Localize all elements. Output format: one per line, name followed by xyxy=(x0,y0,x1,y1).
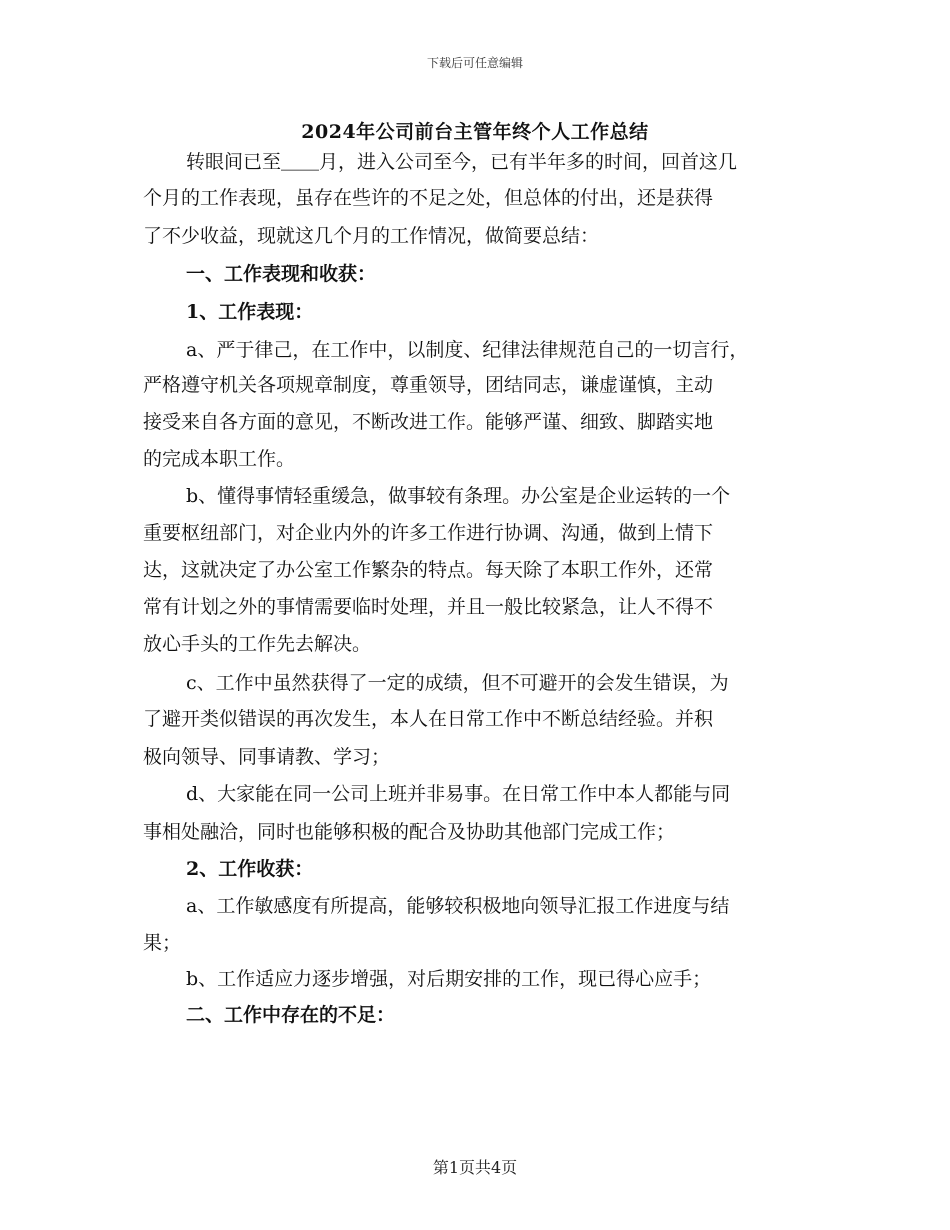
paragraph-line: 重要枢纽部门，对企业内外的许多工作进行协调、沟通，做到上情下 xyxy=(143,522,714,544)
paragraph-line: b、懂得事情轻重缓急，做事较有条理。办公室是企业运转的一个 xyxy=(186,485,731,507)
subsection-heading: 2、工作收获： xyxy=(186,858,314,880)
paragraph-line: 果； xyxy=(143,932,182,954)
paragraph-line: 了不少收益，现就这几个月的工作情况，做简要总结： xyxy=(143,225,600,247)
header-note: 下载后可任意编辑 xyxy=(426,56,523,70)
paragraph-line: 的完成本职工作。 xyxy=(143,448,296,470)
paragraph-line: 接受来自各方面的意见，不断改进工作。能够严谨、细致、脚踏实地 xyxy=(143,411,714,433)
paragraph-line: 转眼间已至＿＿月，进入公司至今，已有半年多的时间，回首这几 xyxy=(186,151,738,173)
paragraph-line: 个月的工作表现，虽存在些许的不足之处，但总体的付出，还是获得 xyxy=(143,187,714,209)
paragraph-line: 严格遵守机关各项规章制度，尊重领导，团结同志，谦虚谨慎，主动 xyxy=(143,374,714,396)
document-title: 2024年公司前台主管年终个人工作总结 xyxy=(301,121,649,143)
section-heading: 二、工作中存在的不足： xyxy=(186,1004,396,1026)
paragraph-line: d、大家能在同一公司上班并非易事。在日常工作中本人都能与同 xyxy=(186,783,731,805)
paragraph-line: 常有计划之外的事情需要临时处理，并且一般比较紧急，让人不得不 xyxy=(143,596,714,618)
paragraph-line: 达，这就决定了办公室工作繁杂的特点。每天除了本职工作外，还常 xyxy=(143,559,714,581)
paragraph-line: c、工作中虽然获得了一定的成绩，但不可避开的会发生错误，为 xyxy=(186,672,729,694)
paragraph-line: a、工作敏感度有所提高，能够较积极地向领导汇报工作进度与结 xyxy=(186,895,730,917)
paragraph-line: 放心手头的工作先去解决。 xyxy=(143,633,372,655)
paragraph-line: a、严于律己，在工作中，以制度、纪律法律规范自己的一切言行， xyxy=(186,339,749,361)
paragraph-line: 极向领导、同事请教、学习； xyxy=(143,746,391,768)
page-number: 第1页共4页 xyxy=(432,1158,518,1177)
paragraph-line: 了避开类似错误的再次发生，本人在日常工作中不断总结经验。并积 xyxy=(143,708,714,730)
section-heading: 一、工作表现和收获： xyxy=(186,263,377,285)
paragraph-line: b、工作适应力逐步增强，对后期安排的工作，现已得心应手； xyxy=(186,968,712,990)
paragraph-line: 事相处融洽，同时也能够积极的配合及协助其他部门完成工作； xyxy=(143,821,676,843)
subsection-heading: 1、工作表现： xyxy=(186,301,314,323)
